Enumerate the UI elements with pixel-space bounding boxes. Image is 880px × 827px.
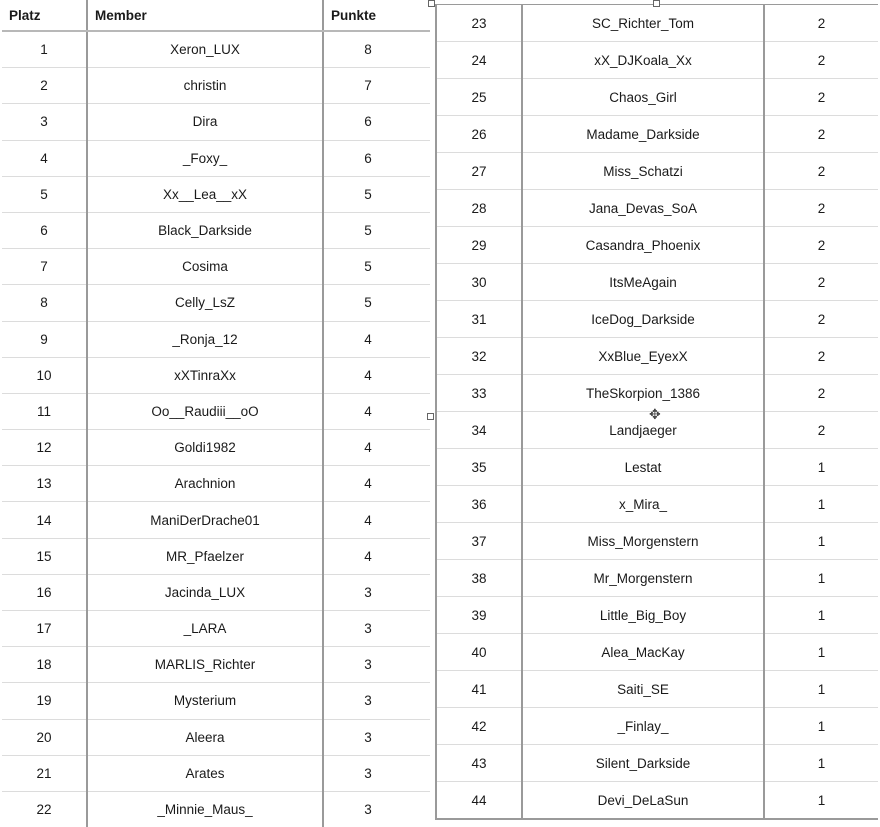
rank-cell: 8 <box>2 285 87 321</box>
points-cell: 8 <box>364 42 372 58</box>
rank-cell: 37 <box>436 523 522 560</box>
points-cell: 4 <box>323 393 430 429</box>
member-cell: Landjaeger <box>522 412 764 449</box>
table-row <box>436 486 878 523</box>
points-cell: 3 <box>323 719 430 755</box>
member-cell: Cosima <box>87 249 323 285</box>
points-cell: 3 <box>323 647 430 683</box>
member-cell: xX_DJKoala_Xx <box>522 42 764 79</box>
member-cell: ItsMeAgain <box>522 264 764 301</box>
rank-cell: 38 <box>436 560 522 597</box>
points-cell: 4 <box>323 430 430 466</box>
table-row <box>2 574 430 610</box>
rank-cell: 1 <box>2 31 87 68</box>
member-cell: Miss_Schatzi <box>522 153 764 190</box>
header-punkte: Punkte <box>323 0 430 31</box>
member-cell: Jana_Devas_SoA <box>522 190 764 227</box>
table-row <box>2 683 430 719</box>
points-cell: 5 <box>323 249 430 285</box>
points-cell: 5 <box>323 176 430 212</box>
member-cell: _LARA <box>87 611 323 647</box>
member-cell: Little_Big_Boy <box>522 597 764 634</box>
rank-cell: 4 <box>2 140 87 176</box>
table-row <box>436 153 878 190</box>
rank-cell: 10 <box>2 357 87 393</box>
table-row <box>2 538 430 574</box>
table-row <box>2 719 430 755</box>
points-cell: 5 <box>323 285 430 321</box>
rank-cell: 18 <box>2 647 87 683</box>
rank-cell: 27 <box>436 153 522 190</box>
rank-cell: 34 <box>436 412 522 449</box>
table-row <box>2 285 430 321</box>
member-cell: Alea_MacKay <box>522 634 764 671</box>
header-member: Member <box>87 0 323 31</box>
member-cell: IceDog_Darkside <box>522 301 764 338</box>
table-row <box>436 116 878 153</box>
header-platz: Platz <box>2 0 87 31</box>
table-row <box>436 190 878 227</box>
rank-cell: 14 <box>2 502 87 538</box>
rank-cell: 2 <box>2 68 87 104</box>
member-cell: ManiDerDrache01 <box>87 502 323 538</box>
table-row <box>2 212 430 248</box>
member-cell: Black_Darkside <box>87 212 323 248</box>
member-cell: xXTinraXx <box>87 357 323 393</box>
table-row <box>2 176 430 212</box>
rank-cell: 31 <box>436 301 522 338</box>
member-cell: Arachnion <box>87 466 323 502</box>
table-row <box>436 523 878 560</box>
ranking-table-left <box>2 0 430 827</box>
member-cell: Dira <box>87 104 323 140</box>
table-row <box>436 560 878 597</box>
points-cell: 7 <box>323 68 430 104</box>
rank-cell: 17 <box>2 611 87 647</box>
points-cell: 2 <box>764 116 878 153</box>
resize-handle-icon[interactable] <box>428 0 435 7</box>
rank-cell: 16 <box>2 574 87 610</box>
member-cell: Silent_Darkside <box>522 745 764 782</box>
table-row <box>2 430 430 466</box>
points-cell: 2 <box>764 301 878 338</box>
table-row <box>2 502 430 538</box>
points-cell: 2 <box>764 375 878 412</box>
rank-cell: 9 <box>2 321 87 357</box>
member-cell: Jacinda_LUX <box>87 574 323 610</box>
points-cell: 2 <box>764 412 878 449</box>
points-cell: 4 <box>323 502 430 538</box>
rank-cell: 41 <box>436 671 522 708</box>
rank-cell: 30 <box>436 264 522 301</box>
member-cell: x_Mira_ <box>522 486 764 523</box>
rank-cell: 23 <box>436 5 522 42</box>
points-cell: 1 <box>764 782 878 820</box>
member-cell: Aleera <box>87 719 323 755</box>
points-cell: 3 <box>323 611 430 647</box>
points-cell: 4 <box>323 538 430 574</box>
member-cell: TheSkorpion_1386 <box>522 375 764 412</box>
points-cell: 1 <box>764 634 878 671</box>
member-cell: MR_Pfaelzer <box>87 538 323 574</box>
points-cell: 2 <box>764 153 878 190</box>
member-cell: Madame_Darkside <box>522 116 764 153</box>
rank-cell: 7 <box>2 249 87 285</box>
points-cell: 2 <box>764 264 878 301</box>
points-cell: 3 <box>323 574 430 610</box>
member-cell: Xx__Lea__xX <box>87 176 323 212</box>
member-cell: SC_Richter_Tom <box>522 5 764 42</box>
member-cell: Lestat <box>522 449 764 486</box>
member-cell: Celly_LsZ <box>87 285 323 321</box>
points-cell: 6 <box>323 140 430 176</box>
table-row <box>436 42 878 79</box>
table-row <box>2 31 430 68</box>
table-row <box>436 338 878 375</box>
points-cell: 6 <box>323 104 430 140</box>
rank-cell: 26 <box>436 116 522 153</box>
table-row <box>436 782 878 820</box>
table-row <box>436 634 878 671</box>
table-row <box>436 449 878 486</box>
points-cell: 1 <box>764 449 878 486</box>
header-row <box>2 0 430 31</box>
member-cell: Oo__Raudiii__oO <box>87 393 323 429</box>
resize-handle-icon[interactable] <box>427 413 434 420</box>
rank-cell: 39 <box>436 597 522 634</box>
points-cell: 1 <box>764 560 878 597</box>
points-cell: 1 <box>764 708 878 745</box>
table-row <box>2 393 430 429</box>
points-cell: 2 <box>764 42 878 79</box>
table-row <box>436 671 878 708</box>
rank-cell: 35 <box>436 449 522 486</box>
rank-cell: 6 <box>2 212 87 248</box>
points-cell: 2 <box>764 227 878 264</box>
rank-cell: 28 <box>436 190 522 227</box>
table-row <box>2 755 430 791</box>
table-row <box>436 597 878 634</box>
table-row <box>436 264 878 301</box>
rank-cell: 36 <box>436 486 522 523</box>
rank-cell: 22 <box>2 791 87 827</box>
points-cell: 2 <box>764 79 878 116</box>
rank-cell: 19 <box>2 683 87 719</box>
points-cell: 3 <box>323 791 430 827</box>
points-cell: 1 <box>764 523 878 560</box>
table-row <box>436 79 878 116</box>
resize-handle-icon[interactable] <box>653 0 660 7</box>
table-row <box>436 745 878 782</box>
rank-cell: 25 <box>436 79 522 116</box>
table-row <box>436 301 878 338</box>
member-cell: Goldi1982 <box>87 430 323 466</box>
rank-cell: 43 <box>436 745 522 782</box>
member-cell: _Finlay_ <box>522 708 764 745</box>
points-cell: 3 <box>323 683 430 719</box>
member-cell: Casandra_Phoenix <box>522 227 764 264</box>
table-row <box>2 249 430 285</box>
member-cell: Saiti_SE <box>522 671 764 708</box>
member-cell: _Foxy_ <box>87 140 323 176</box>
member-cell: Arates <box>87 755 323 791</box>
table-row <box>2 791 430 827</box>
points-cell: 2 <box>764 338 878 375</box>
points-cell: 3 <box>323 755 430 791</box>
table-row <box>436 375 878 412</box>
member-cell: _Ronja_12 <box>87 321 323 357</box>
rank-cell: 40 <box>436 634 522 671</box>
member-cell: Miss_Morgenstern <box>522 523 764 560</box>
move-cursor-icon[interactable]: ✥ <box>649 407 661 423</box>
table-row <box>2 68 430 104</box>
rank-cell: 33 <box>436 375 522 412</box>
rank-cell: 11 <box>2 393 87 429</box>
member-cell: Devi_DeLaSun <box>522 782 764 820</box>
rank-cell: 15 <box>2 538 87 574</box>
rank-cell: 32 <box>436 338 522 375</box>
points-cell: 4 <box>323 466 430 502</box>
rank-cell: 24 <box>436 42 522 79</box>
rank-cell: 13 <box>2 466 87 502</box>
table-row <box>436 708 878 745</box>
member-cell: Xeron_LUX <box>87 31 323 68</box>
member-cell: MARLIS_Richter <box>87 647 323 683</box>
member-cell: XxBlue_EyexX <box>522 338 764 375</box>
points-cell: 1 <box>764 745 878 782</box>
member-cell: _Minnie_Maus_ <box>87 791 323 827</box>
table-row <box>436 5 878 42</box>
rank-cell: 21 <box>2 755 87 791</box>
points-cell: 1 <box>764 486 878 523</box>
rank-cell: 44 <box>436 782 522 820</box>
rank-cell: 42 <box>436 708 522 745</box>
rank-cell: 12 <box>2 430 87 466</box>
table-row <box>2 647 430 683</box>
table-row <box>2 140 430 176</box>
points-cell: 2 <box>764 5 878 42</box>
member-cell: Mr_Morgenstern <box>522 560 764 597</box>
member-cell: Chaos_Girl <box>522 79 764 116</box>
table-row <box>2 466 430 502</box>
points-cell: 4 <box>323 357 430 393</box>
member-cell: Mysterium <box>87 683 323 719</box>
rank-cell: 29 <box>436 227 522 264</box>
rank-cell: 3 <box>2 104 87 140</box>
table-row <box>2 321 430 357</box>
table-row <box>2 611 430 647</box>
table-row <box>2 104 430 140</box>
member-cell: christin <box>87 68 323 104</box>
points-cell: 5 <box>323 212 430 248</box>
points-cell: 2 <box>764 190 878 227</box>
rank-cell: 20 <box>2 719 87 755</box>
table-row <box>436 227 878 264</box>
table-row <box>2 357 430 393</box>
points-cell: 4 <box>323 321 430 357</box>
rank-cell: 5 <box>2 176 87 212</box>
points-cell: 1 <box>764 671 878 708</box>
points-cell: 1 <box>764 597 878 634</box>
